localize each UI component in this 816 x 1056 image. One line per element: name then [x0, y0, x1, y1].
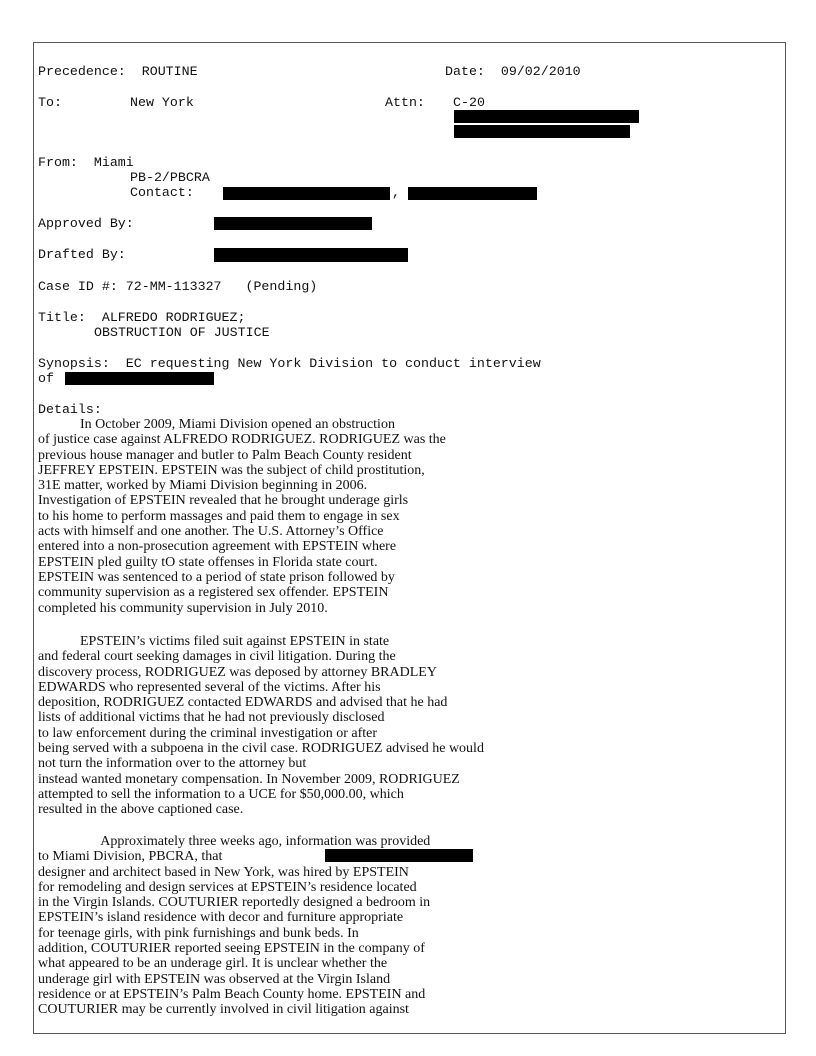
paragraph-3-line: underage girl with EPSTEIN was observed at the Virgin Island [38, 971, 391, 987]
title-line-1: Title: ALFREDO RODRIGUEZ; [38, 310, 246, 325]
redaction-name [325, 849, 473, 862]
paragraph-3-line: designer and architect based in New York, was hired by EPSTEIN [38, 864, 409, 880]
to-value: New York [130, 95, 194, 110]
paragraph-1-line: of justice case against ALFREDO RODRIGUEZ. RODRIGUEZ was the [38, 432, 446, 448]
paragraph-3-line: what appeared to be an underage girl. It is unclear whether the [38, 956, 388, 972]
paragraph-2-line: discovery process, RODRIGUEZ was deposed by attorney BRADLEY [38, 664, 437, 680]
paragraph-2-line: and federal court seeking damages in civil litigation. During the [38, 649, 396, 665]
redaction-approved-by [214, 217, 372, 230]
attn-value: C-20 [453, 95, 485, 110]
paragraph-1-line: EPSTEIN was sentenced to a period of state prison followed by [38, 569, 395, 585]
paragraph-3-line: addition, COUTURIER reported seeing EPSTEIN in the company of [38, 941, 425, 957]
redaction-drafted-by [214, 248, 408, 262]
from: From: Miami [38, 155, 134, 170]
paragraph-1-line: previous house manager and butler to Palm Beach County resident [38, 447, 412, 463]
paragraph-2-line: not turn the information over to the attorney but [38, 756, 307, 772]
paragraph-1-line: EPSTEIN pled guilty tO state offenses in Florida state court. [38, 554, 378, 570]
paragraph-1-line: Investigation of EPSTEIN revealed that he brought underage girls [38, 493, 409, 509]
title-line-2: OBSTRUCTION OF JUSTICE [94, 325, 270, 340]
case-id: Case ID #: 72-MM-113327 (Pending) [38, 279, 318, 294]
to-label: To: [38, 95, 62, 110]
paragraph-3-line-start: to Miami Division, PBCRA, that [38, 849, 223, 865]
paragraph-3-line: for teenage girls, with pink furnishings and bunk beds. In [38, 925, 359, 941]
contact-separator: , [392, 185, 400, 200]
paragraph-1-line: community supervision as a registered sex offender. EPSTEIN [38, 585, 389, 601]
contact-label: Contact: [130, 185, 194, 200]
paragraph-1 [38, 417, 446, 616]
paragraph-2-line: to law enforcement during the criminal investigation or after [38, 725, 377, 741]
paragraph-1-line: completed his community supervision in July 2010. [38, 600, 328, 616]
paragraph-1-line: entered into a non-prosecution agreement with EPSTEIN where [38, 539, 397, 555]
redaction-contact-1 [223, 187, 390, 200]
paragraph-2-line: lists of additional victims that he had not previously disclosed [38, 710, 385, 726]
redaction-attn-2 [454, 125, 630, 138]
paragraph-1-line: acts with himself and one another. The U.S. Attorney’s Office [38, 524, 384, 540]
paragraph-2-line: being served with a subpoena in the civil case. RODRIGUEZ advised he would [38, 741, 484, 757]
paragraph-3-line: COUTURIER may be currently involved in civil litigation against [38, 1002, 409, 1018]
paragraph-1-line: to his home to perform massages and paid them to engage in sex [38, 508, 400, 524]
paragraph-3-line: Approximately three weeks ago, information was provided [38, 834, 431, 849]
synopsis-line-1: Synopsis: EC requesting New York Division to conduct interview [38, 356, 541, 371]
paragraph-2-line: instead wanted monetary compensation. In November 2009, RODRIGUEZ [38, 771, 460, 787]
synopsis-line-2: of [38, 371, 54, 386]
paragraph-1-line: JEFFREY EPSTEIN. EPSTEIN was the subject of child prostitution, [38, 462, 425, 478]
paragraph-3-line: for remodeling and design services at EPSTEIN’s residence located [38, 879, 417, 895]
paragraph-3-line: residence or at EPSTEIN’s Palm Beach County home. EPSTEIN and [38, 986, 426, 1002]
paragraph-2 [38, 634, 484, 818]
drafted-by-label: Drafted By: [38, 247, 126, 262]
paragraph-2-line: resulted in the above captioned case. [38, 802, 244, 818]
paragraph-3-line: EPSTEIN’s island residence with decor and furniture appropriate [38, 910, 404, 926]
redaction-synopsis [65, 372, 214, 385]
date: Date: 09/02/2010 [445, 64, 581, 79]
paragraph-1-line: 31E matter, worked by Miami Division beginning in 2006. [38, 478, 368, 494]
paragraph-2-line: EDWARDS who represented several of the victims. After his [38, 679, 381, 695]
precedence: Precedence: ROUTINE [38, 64, 198, 79]
approved-by-label: Approved By: [38, 216, 134, 231]
paragraph-1-line: In October 2009, Miami Division opened an obstruction [38, 417, 395, 432]
redaction-attn-1 [454, 110, 639, 123]
attn-label: Attn: [385, 95, 425, 110]
from-unit: PB-2/PBCRA [130, 170, 210, 185]
paragraph-2-line: deposition, RODRIGUEZ contacted EDWARDS and advised that he had [38, 695, 448, 711]
redaction-contact-2 [408, 187, 537, 200]
paragraph-2-line: EPSTEIN’s victims filed suit against EPSTEIN in state [38, 634, 390, 649]
details-label: Details: [38, 402, 102, 417]
paragraph-3-line: in the Virgin Islands. COUTURIER reportedly designed a bedroom in [38, 895, 431, 911]
paragraph-2-line: attempted to sell the information to a UCE for $50,000.00, which [38, 786, 404, 802]
